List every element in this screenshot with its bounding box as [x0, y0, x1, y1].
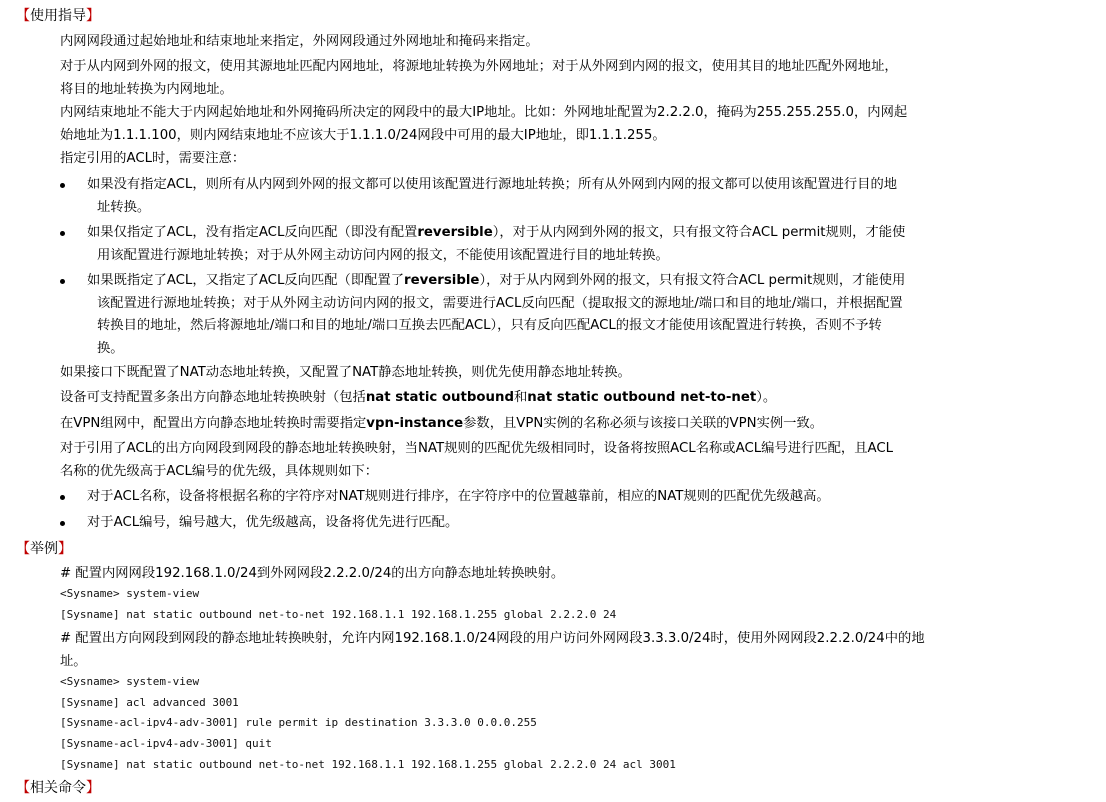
bullet-item-acl-only: 如果仅指定了ACL，没有指定ACL反向匹配（即没有配置reversible），对于从内网到外网的报文，只有报文符合ACL permit规则，才能使 用该配置进行源地址转换；对于从外网主动访问内网的报文，不能使用该配置进行目的地址转换。 — [60, 221, 1040, 266]
usage-paragraph-3: 内网结束地址不能大于内网起始地址和外网掩码所决定的网段中的最大IP地址。比如：外网地址配置为2.2.2.0，掩码为255.255.255.0，内网起 始地址为1.1.1.100，则内网结束地址不应该大于1.1.1.0/24网段中可用的最大IP地址，即1.1.1.255。 — [60, 105, 908, 143]
usage-paragraph-5: 如果接口下既配置了NAT动态地址转换，又配置了NAT静态地址转换，则优先使用静态地址转换。 — [60, 365, 631, 380]
code-line: <Sysname> system-view — [60, 587, 200, 600]
code-line: [Sysname] acl advanced 3001 — [60, 696, 239, 709]
keyword-vpn-instance: vpn-instance — [366, 416, 464, 431]
usage-paragraph-7: 在VPN组网中，配置出方向静态地址转换时需要指定vpn-instance参数，且VPN实例的名称必须与该接口关联的VPN实例一致。 — [60, 416, 824, 431]
code-line: [Sysname] nat static outbound net-to-net 192.168.1.1 192.168.1.255 global 2.2.2.0 24 — [60, 608, 617, 621]
usage-paragraph-2: 对于从内网到外网的报文，使用其源地址匹配内网地址，将源地址转换为外网地址；对于从外网到内网的报文，使用其目的地址匹配外网地址， 将目的地址转换为内网地址。 — [60, 59, 898, 97]
keyword-nat-static-outbound: nat static outbound — [365, 390, 514, 405]
section-title: 使用指导 — [30, 8, 86, 24]
section-heading-usage — [16, 6, 100, 26]
bracket-open: 【 — [16, 8, 30, 24]
example-comment-1: # 配置内网网段192.168.1.0/24到外网网段2.2.2.0/24的出方向静态地址转换映射。 — [60, 566, 565, 581]
example-comment-2: # 配置出方向网段到网段的静态地址转换映射，允许内网192.168.1.0/24网段的用户访问外网网段3.3.3.0/24时，使用外网网段2.2.2.0/24中的地 址。 — [60, 631, 925, 669]
code-line: [Sysname-acl-ipv4-adv-3001] rule permit ip destination 3.3.3.0 0.0.0.255 — [60, 716, 537, 729]
bullet-item-acl-number: 对于ACL编号，编号越大，优先级越高，设备将优先进行匹配。 — [60, 511, 1040, 534]
keyword-reversible: reversible — [404, 273, 480, 288]
usage-paragraph-8: 对于引用了ACL的出方向网段到网段的静态地址转换映射，当NAT规则的匹配优先级相同时，设备将按照ACL名称或ACL编号进行匹配，且ACL 名称的优先级高于ACL编号的优先级，具体规则如下： — [60, 441, 894, 479]
bracket-close: 】 — [86, 8, 100, 24]
bullet-dot — [60, 495, 65, 500]
section-heading-related: 【相关命令】 — [16, 780, 100, 796]
code-line: [Sysname] nat static outbound net-to-net 192.168.1.1 192.168.1.255 global 2.2.2.0 24 acl 3001 — [60, 758, 676, 771]
usage-paragraph-4: 指定引用的ACL时，需要注意： — [60, 151, 246, 166]
section-heading-example: 【举例】 — [16, 541, 72, 557]
code-line: [Sysname-acl-ipv4-adv-3001] quit — [60, 737, 272, 750]
bullet-dot — [60, 279, 65, 284]
section-title: 举例 — [30, 541, 58, 557]
keyword-reversible: reversible — [417, 225, 493, 240]
bullet-item-acl-reversible: 如果既指定了ACL，又指定了ACL反向匹配（即配置了reversible），对于从内网到外网的报文，只有报文符合ACL permit规则，才能使用 该配置进行源地址转换；对于从外网主动访问内网的报文，需要进行ACL反向匹配（提取报文的源地址/端口和目的地址/端口，并根据配置 转换目的地址，然后将源地址/端口和目的地址/端口互换去匹配ACL），只有反向匹配ACL的报文才能使用该配置进行转换，否则不予转 换。 — [60, 269, 1040, 359]
bullet-dot — [60, 521, 65, 526]
usage-paragraph-6: 设备可支持配置多条出方向静态地址转换映射（包括nat static outbound和nat static outbound net-to-net）。 — [60, 390, 777, 405]
bullet-dot — [60, 183, 65, 188]
bullet-dot — [60, 231, 65, 236]
bullet-item-acl-name: 对于ACL名称，设备将根据名称的字符序对NAT规则进行排序，在字符序中的位置越靠前，相应的NAT规则的匹配优先级越高。 — [60, 485, 1040, 508]
keyword-nat-static-outbound-net-to-net: nat static outbound net-to-net — [527, 390, 757, 405]
code-line: <Sysname> system-view — [60, 675, 200, 688]
section-title: 相关命令 — [30, 780, 86, 796]
usage-paragraph-1: 内网网段通过起始地址和结束地址来指定，外网网段通过外网地址和掩码来指定。 — [60, 34, 539, 49]
bullet-item-no-acl: 如果没有指定ACL，则所有从内网到外网的报文都可以使用该配置进行源地址转换；所有从外网到内网的报文都可以使用该配置进行目的地 址转换。 — [60, 173, 1040, 218]
